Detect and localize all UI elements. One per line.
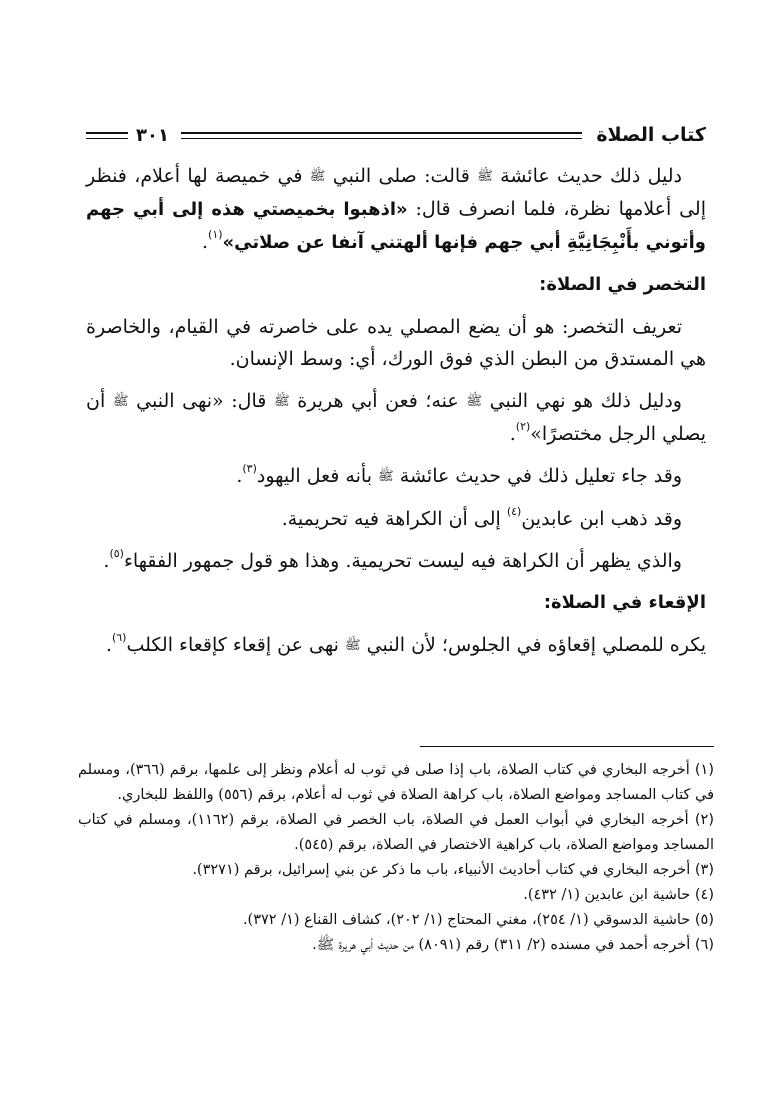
footnote-ref: (٥) (109, 547, 124, 560)
page-content (86, 120, 706, 672)
section-heading-takhassur: التخصر في الصلاة: (539, 274, 706, 295)
footnote-4: (٤) حاشية ابن عابدين (١/ ٤٣٢). (523, 887, 714, 903)
page-number: ٣٠١ (136, 124, 169, 146)
paragraph-3: ودليل ذلك هو نهي النبي ﷺ عنه؛ فعن أبي هريرة ﷺ قال: «نهى النبي ﷺ أن يصلي الرجل مختصرًا»$^{(٢)}$. (86, 390, 706, 445)
footnote-ref: (٦) (111, 631, 127, 644)
hadith-quote: «اذهبوا بخميصتي هذه إلى أبي جهم وأتوني بأَنْبِجَانِيَّةِ أبي جهم فإنها ألهتني آنفا عن صلاتي» (86, 199, 706, 253)
honorific-glyph: ﷺ (309, 169, 326, 184)
main-text (86, 160, 706, 662)
paragraph-1: دليل ذلك حديث عائشة ﷺ قالت: صلى النبي ﷺ في خميصة لها أعلام، فنظر إلى أعلامها نظرة، فلما انصرف قال: «اذهبوا بخميصتي هذه إلى أبي جهم وأتوني بأَنْبِجَانِيَّةِ أبي جهم فإنها ألهتني آنفا عن صلاتي»$^{(١)}$. (86, 165, 706, 253)
header-rule-short (86, 132, 128, 139)
honorific-glyph: ﷺ (477, 169, 493, 184)
paragraph-5: وقد ذهب ابن عابدين$^{(٤)}$ إلى أن الكراهة فيه تحريمية. (281, 505, 682, 530)
footnotes (78, 758, 714, 958)
chapter-title: كتاب الصلاة (596, 124, 706, 146)
paragraph-4: وقد جاء تعليل ذلك في حديث عائشة ﷺ بأنه فعل اليهود$^{(٣)}$. (236, 462, 682, 487)
footnote-1: (١) أخرجه البخاري في كتاب الصلاة، باب إذا صلى في ثوب له أعلام ونظر إلى علمها، برقم (٣٦٦)، ومسلم في كتاب المساجد ومواضع الصلاة، باب كراهة الصلاة في ثوب له أعلام، برقم (٥٥٦) واللفظ للبخاري. (78, 762, 715, 803)
running-header (86, 120, 706, 150)
header-rule (181, 132, 582, 139)
honorific-glyph: ﷺ (344, 638, 361, 653)
paragraph-7: يكره للمصلي إقعاؤه في الجلوس؛ لأن النبي ﷺ نهى عن إقعاء كإقعاء الكلب$^{(٦)}$. (105, 631, 706, 656)
honorific-glyph: ﷺ (466, 394, 483, 409)
section-heading-iqaa: الإقعاء في الصلاة: (543, 592, 706, 613)
footnote-2: (٢) أخرجه البخاري في أبواب العمل في الصلاة، باب الخصر في الصلاة، برقم (١١٦٢)، ومسلم في كتاب المساجد ومواضع الصلاة، باب كراهية الاختصار في الصلاة، برقم (٥٤٥). (78, 812, 714, 853)
footnote-5: (٥) حاشية الدسوقي (١/ ٢٥٤)، مغني المحتاج (١/ ٢٠٢)، كشاف القناع (١/ ٣٧٢). (242, 912, 714, 928)
footnote-6: (٦) أخرجه أحمد في مسنده (٢/ ٣١١) رقم (٨٠٩١) من حديث أبي هريرة ﷺ. (312, 937, 714, 953)
footnote-ref: (٤) (506, 505, 522, 518)
footnote-ref: (٢) (515, 420, 531, 433)
honorific-glyph: ﷺ (378, 469, 394, 484)
footnote-ref: (١) (208, 228, 223, 241)
footnote-ref: (٣) (242, 462, 257, 475)
footnote-3: (٣) أخرجه البخاري في كتاب أحاديث الأنبياء، باب ما ذكر عن بني إسرائيل، برقم (٣٢٧١). (192, 862, 714, 878)
paragraph-2: تعريف التخصر: هو أن يضع المصلي يده على خاصرته في القيام، والخاصرة هي المستدق من البطن الذي فوق الورك، أي: وسط الإنسان. (86, 316, 706, 370)
footnote-divider (420, 746, 714, 747)
honorific-glyph: ﷺ (273, 394, 290, 409)
honorific-glyph: ﷺ (112, 394, 129, 409)
paragraph-6: والذي يظهر أن الكراهة فيه ليست تحريمية. وهذا هو قول جمهور الفقهاء$^{(٥)}$. (103, 547, 682, 572)
